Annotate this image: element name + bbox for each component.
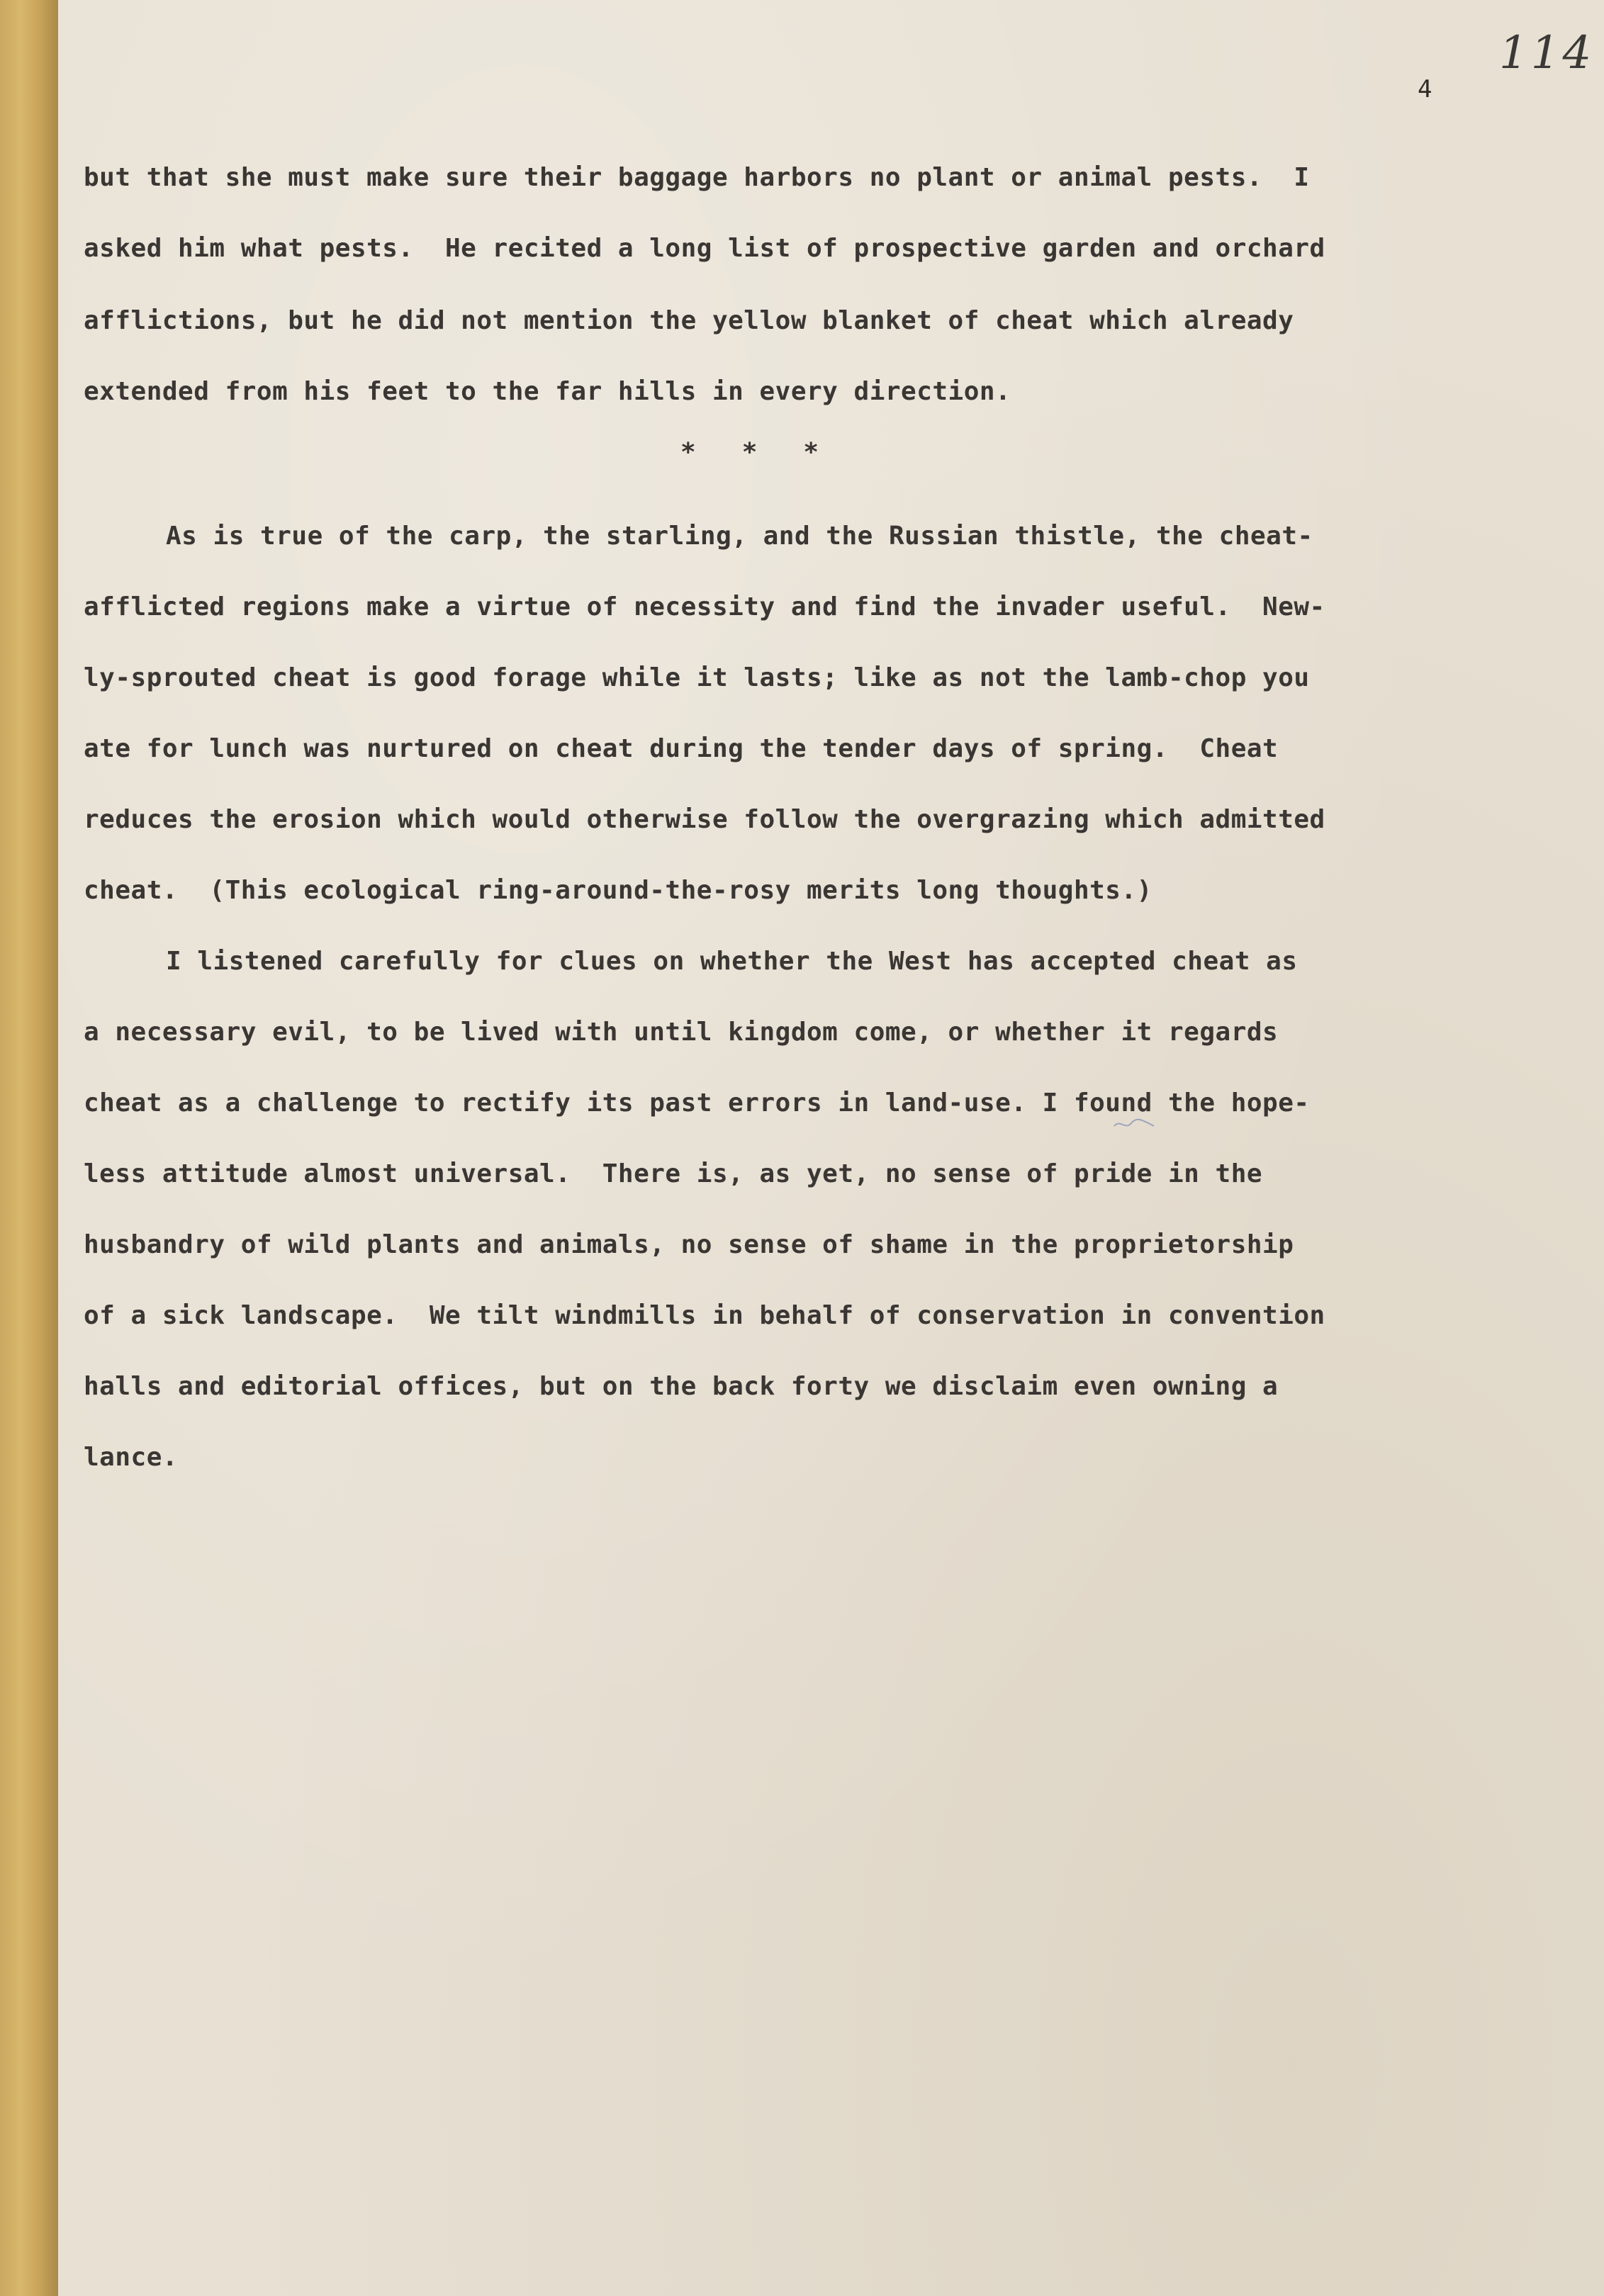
page-number: 4	[1418, 75, 1432, 103]
text-line: ly-sprouted cheat is good forage while it lasts; like as not the lamb-chop you	[84, 663, 1310, 692]
text-line: cheat. (This ecological ring-around-the-rosy merits long thoughts.)	[84, 876, 1152, 905]
text-line: less attitude almost universal. There is, as yet, no sense of pride in the	[84, 1159, 1263, 1188]
text-line: husbandry of wild plants and animals, no sense of shame in the proprietorship	[84, 1230, 1294, 1259]
text-line: of a sick landscape. We tilt windmills in behalf of conservation in convention	[84, 1301, 1325, 1330]
text-line: afflictions, but he did not mention the yellow blanket of cheat which already	[84, 306, 1294, 335]
text-line: asked him what pests. He recited a long list of prospective garden and orchard	[84, 234, 1325, 263]
text-line: afflicted regions make a virtue of necessity and find the invader useful. New-	[84, 592, 1325, 621]
typewritten-page	[58, 0, 1604, 2296]
pencil-annotation-mark	[1113, 1116, 1155, 1135]
text-line: but that she must make sure their baggage harbors no plant or animal pests. I	[84, 163, 1310, 192]
text-line: a necessary evil, to be lived with until kingdom come, or whether it regards	[84, 1018, 1279, 1047]
text-line: ate for lunch was nurtured on cheat during the tender days of spring. Cheat	[84, 734, 1279, 763]
binding-edge	[0, 0, 58, 2296]
text-line: lance.	[84, 1443, 179, 1472]
section-break: * * *	[680, 438, 819, 467]
text-line: extended from his feet to the far hills in every direction.	[84, 377, 1011, 406]
text-line: cheat as a challenge to rectify its past errors in land-use. I found the hope-	[84, 1088, 1310, 1118]
text-line: I listened carefully for clues on whether the West has accepted cheat as	[166, 947, 1298, 976]
text-line: As is true of the carp, the starling, and the Russian thistle, the cheat-	[166, 522, 1313, 551]
archive-number: 114	[1499, 27, 1595, 79]
text-line: reduces the erosion which would otherwise follow the overgrazing which admitted	[84, 805, 1325, 834]
text-line: halls and editorial offices, but on the back forty we disclaim even owning a	[84, 1372, 1279, 1401]
